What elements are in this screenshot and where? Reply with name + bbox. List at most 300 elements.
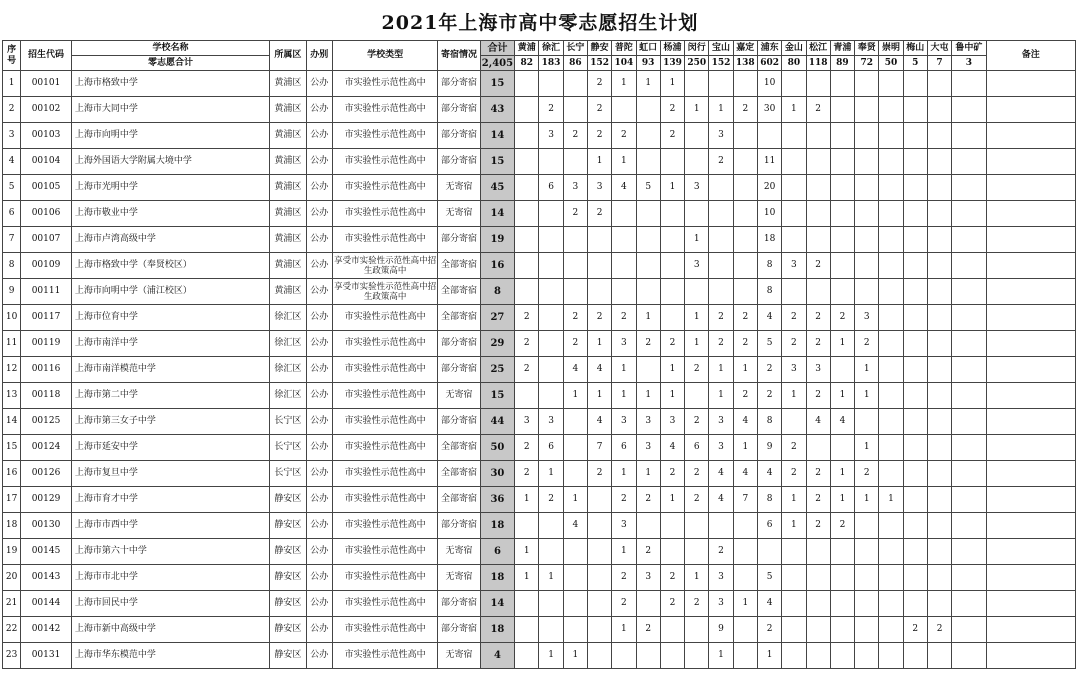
quota-cell: [903, 123, 927, 149]
quota-cell: [830, 227, 854, 253]
quota-cell: 4: [587, 357, 611, 383]
quota-cell: 2: [660, 565, 684, 591]
quota-cell: [636, 201, 660, 227]
total-cell: 19: [480, 227, 514, 253]
quota-cell: [903, 513, 927, 539]
quota-cell: [830, 71, 854, 97]
quota-cell: 3: [612, 409, 636, 435]
quota-cell: 1: [830, 383, 854, 409]
seq-cell: 13: [3, 383, 21, 409]
quota-cell: 2: [660, 97, 684, 123]
quota-cell: [879, 123, 903, 149]
quota-cell: 1: [563, 383, 587, 409]
quota-cell: [733, 253, 757, 279]
remarks-cell: [986, 331, 1075, 357]
code-cell: 00124: [21, 435, 72, 461]
quota-cell: 1: [612, 71, 636, 97]
total-cell: 50: [480, 435, 514, 461]
quota-cell: 4: [733, 409, 757, 435]
table-row: [3, 357, 1076, 383]
district-cell: 徐汇区: [270, 357, 306, 383]
code-cell: 00107: [21, 227, 72, 253]
school-name-cell: 上海市敬业中学: [71, 201, 269, 227]
quota-cell: [660, 279, 684, 305]
quota-cell: 1: [539, 643, 563, 669]
quota-cell: 1: [855, 357, 879, 383]
code-cell: 00101: [21, 71, 72, 97]
seq-cell: 12: [3, 357, 21, 383]
table-row: [3, 227, 1076, 253]
total-cell: 36: [480, 487, 514, 513]
quota-cell: [782, 539, 806, 565]
total-cell: 8: [480, 279, 514, 305]
quota-cell: [952, 565, 986, 591]
quota-cell: [757, 539, 781, 565]
quota-cell: 3: [782, 253, 806, 279]
quota-cell: 30: [757, 97, 781, 123]
quota-cell: 2: [612, 123, 636, 149]
quota-cell: 5: [757, 331, 781, 357]
district-cell: 黄浦区: [270, 201, 306, 227]
school-type-cell: 市实验性示范性高中: [332, 435, 437, 461]
quota-cell: [855, 253, 879, 279]
quota-cell: [830, 279, 854, 305]
table-row: [3, 383, 1076, 409]
code-cell: 00102: [21, 97, 72, 123]
quota-cell: [782, 643, 806, 669]
quota-cell: [927, 383, 951, 409]
code-cell: 00118: [21, 383, 72, 409]
total-cell: 15: [480, 383, 514, 409]
quota-cell: 3: [539, 123, 563, 149]
boarding-cell: 部分寄宿: [438, 97, 481, 123]
quota-cell: 2: [709, 539, 733, 565]
quota-cell: [903, 383, 927, 409]
quota-cell: 3: [636, 565, 660, 591]
district-header: 所属区: [270, 41, 306, 71]
boarding-cell: 全部寄宿: [438, 305, 481, 331]
quota-cell: 1: [782, 383, 806, 409]
quota-cell: [879, 435, 903, 461]
quota-cell: [660, 305, 684, 331]
school-name-cell: 上海市回民中学: [71, 591, 269, 617]
district-total: 86: [563, 56, 587, 71]
quota-cell: [903, 305, 927, 331]
quota-cell: [952, 383, 986, 409]
district-cell: 黄浦区: [270, 279, 306, 305]
quota-cell: [660, 617, 684, 643]
district-col-header: 虹口: [636, 41, 660, 56]
quota-cell: [660, 227, 684, 253]
quota-cell: [879, 175, 903, 201]
quota-cell: [587, 591, 611, 617]
quota-cell: [685, 539, 709, 565]
total-cell: 43: [480, 97, 514, 123]
quota-cell: [563, 253, 587, 279]
quota-cell: [660, 539, 684, 565]
boarding-cell: 全部寄宿: [438, 487, 481, 513]
quota-cell: 2: [757, 357, 781, 383]
ownership-cell: 公办: [306, 591, 332, 617]
quota-cell: [587, 565, 611, 591]
school-type-header: 学校类型: [332, 41, 437, 71]
quota-cell: [563, 461, 587, 487]
quota-cell: 1: [636, 383, 660, 409]
district-cell: 徐汇区: [270, 331, 306, 357]
quota-cell: [855, 617, 879, 643]
quota-cell: 2: [587, 97, 611, 123]
quota-cell: [563, 149, 587, 175]
quota-cell: [515, 149, 539, 175]
remarks-cell: [986, 435, 1075, 461]
school-name-cell: 上海市市西中学: [71, 513, 269, 539]
remarks-cell: [986, 305, 1075, 331]
quota-cell: 3: [709, 435, 733, 461]
quota-cell: 2: [733, 331, 757, 357]
quota-cell: [782, 201, 806, 227]
quota-cell: [952, 435, 986, 461]
district-total: 250: [685, 56, 709, 71]
school-type-cell: 市实验性示范性高中: [332, 487, 437, 513]
quota-cell: [903, 331, 927, 357]
quota-cell: [927, 643, 951, 669]
quota-cell: [709, 175, 733, 201]
school-name-cell: 上海市大同中学: [71, 97, 269, 123]
seq-cell: 21: [3, 591, 21, 617]
ownership-cell: 公办: [306, 331, 332, 357]
school-type-cell: 市实验性示范性高中: [332, 591, 437, 617]
boarding-cell: 全部寄宿: [438, 279, 481, 305]
quota-cell: 2: [515, 461, 539, 487]
quota-cell: 1: [612, 149, 636, 175]
quota-cell: [563, 279, 587, 305]
quota-cell: 2: [855, 331, 879, 357]
district-col-header: 嘉定: [733, 41, 757, 56]
quota-cell: 6: [685, 435, 709, 461]
quota-cell: [660, 253, 684, 279]
quota-cell: [879, 201, 903, 227]
school-name-cell: 上海市第三女子中学: [71, 409, 269, 435]
quota-cell: [587, 253, 611, 279]
quota-cell: [830, 253, 854, 279]
district-cell: 静安区: [270, 539, 306, 565]
code-cell: 00103: [21, 123, 72, 149]
seq-cell: 2: [3, 97, 21, 123]
quota-cell: 1: [660, 357, 684, 383]
district-col-header: 金山: [782, 41, 806, 56]
quota-cell: [782, 227, 806, 253]
quota-cell: [515, 617, 539, 643]
quota-cell: 2: [806, 331, 830, 357]
quota-cell: [806, 149, 830, 175]
ownership-cell: 公办: [306, 149, 332, 175]
code-cell: 00129: [21, 487, 72, 513]
quota-cell: [855, 97, 879, 123]
quota-cell: [855, 227, 879, 253]
quota-cell: [636, 227, 660, 253]
district-total: 152: [709, 56, 733, 71]
quota-cell: [830, 175, 854, 201]
quota-cell: [636, 513, 660, 539]
quota-cell: 3: [515, 409, 539, 435]
quota-cell: [855, 279, 879, 305]
boarding-cell: 部分寄宿: [438, 227, 481, 253]
quota-cell: 6: [612, 435, 636, 461]
quota-cell: 1: [685, 97, 709, 123]
quota-cell: 3: [709, 591, 733, 617]
seq-cell: 7: [3, 227, 21, 253]
quota-cell: 3: [685, 253, 709, 279]
district-cell: 静安区: [270, 513, 306, 539]
quota-cell: [927, 97, 951, 123]
quota-cell: [879, 279, 903, 305]
ownership-cell: 公办: [306, 97, 332, 123]
quota-cell: [927, 409, 951, 435]
quota-cell: [782, 617, 806, 643]
quota-cell: [636, 279, 660, 305]
seq-cell: 9: [3, 279, 21, 305]
table-row: [3, 149, 1076, 175]
quota-cell: 2: [539, 487, 563, 513]
code-cell: 00145: [21, 539, 72, 565]
quota-cell: 2: [587, 201, 611, 227]
boarding-cell: 无寄宿: [438, 201, 481, 227]
school-name-cell: 上海市延安中学: [71, 435, 269, 461]
quota-cell: 9: [757, 435, 781, 461]
quota-cell: [685, 123, 709, 149]
quota-cell: 2: [612, 591, 636, 617]
school-type-cell: 市实验性示范性高中: [332, 331, 437, 357]
district-total: 5: [903, 56, 927, 71]
remarks-header: 备注: [986, 41, 1075, 71]
quota-cell: 2: [660, 123, 684, 149]
table-row: [3, 591, 1076, 617]
quota-cell: 2: [806, 461, 830, 487]
quota-cell: [952, 617, 986, 643]
district-cell: 静安区: [270, 643, 306, 669]
quota-cell: [927, 487, 951, 513]
quota-cell: [927, 123, 951, 149]
quota-cell: 3: [709, 409, 733, 435]
page-title: 2021年上海市高中零志愿招生计划: [381, 12, 699, 34]
quota-cell: [830, 617, 854, 643]
quota-cell: 2: [806, 305, 830, 331]
code-cell: 00143: [21, 565, 72, 591]
school-name-cell: 上海市格致中学（奉贤校区）: [71, 253, 269, 279]
quota-cell: 2: [587, 461, 611, 487]
quota-cell: [685, 71, 709, 97]
district-col-header: 松江: [806, 41, 830, 56]
code-cell: 00142: [21, 617, 72, 643]
quota-cell: [733, 565, 757, 591]
total-cell: 44: [480, 409, 514, 435]
total-cell: 29: [480, 331, 514, 357]
quota-cell: [806, 175, 830, 201]
quota-cell: 1: [855, 487, 879, 513]
quota-cell: [612, 97, 636, 123]
quota-cell: 2: [927, 617, 951, 643]
quota-cell: [806, 565, 830, 591]
quota-cell: [587, 539, 611, 565]
quota-cell: [830, 591, 854, 617]
quota-cell: 2: [733, 305, 757, 331]
ownership-cell: 公办: [306, 435, 332, 461]
total-label: 零志愿合计: [71, 56, 269, 71]
quota-cell: 1: [782, 97, 806, 123]
quota-cell: 4: [563, 357, 587, 383]
quota-cell: [539, 539, 563, 565]
quota-cell: 2: [806, 383, 830, 409]
total-cell: 14: [480, 201, 514, 227]
seq-cell: 20: [3, 565, 21, 591]
code-cell: 00105: [21, 175, 72, 201]
district-total: 139: [660, 56, 684, 71]
quota-cell: 2: [782, 461, 806, 487]
quota-cell: [927, 565, 951, 591]
school-type-cell: 享受市实验性示范性高中招生政策高中: [332, 253, 437, 279]
quota-cell: [685, 201, 709, 227]
quota-cell: [515, 175, 539, 201]
quota-cell: [636, 591, 660, 617]
quota-cell: [952, 591, 986, 617]
quota-cell: [806, 123, 830, 149]
table-row: [3, 617, 1076, 643]
district-total: 82: [515, 56, 539, 71]
quota-cell: [587, 279, 611, 305]
quota-cell: 4: [757, 305, 781, 331]
table-row: [3, 253, 1076, 279]
ownership-cell: 公办: [306, 201, 332, 227]
quota-cell: 2: [660, 591, 684, 617]
quota-cell: 2: [587, 305, 611, 331]
quota-cell: [830, 123, 854, 149]
quota-cell: [879, 383, 903, 409]
seq-cell: 8: [3, 253, 21, 279]
seq-cell: 11: [3, 331, 21, 357]
seq-cell: 19: [3, 539, 21, 565]
table-row: [3, 331, 1076, 357]
ownership-cell: 公办: [306, 383, 332, 409]
school-name-cell: 上海市复旦中学: [71, 461, 269, 487]
district-col-header: 普陀: [612, 41, 636, 56]
school-type-cell: 市实验性示范性高中: [332, 565, 437, 591]
quota-cell: 2: [855, 461, 879, 487]
quota-cell: 3: [660, 409, 684, 435]
school-name-cell: 上海市南洋中学: [71, 331, 269, 357]
boarding-cell: 部分寄宿: [438, 591, 481, 617]
quota-cell: [660, 513, 684, 539]
quota-cell: [782, 71, 806, 97]
quota-cell: [952, 97, 986, 123]
ownership-cell: 公办: [306, 175, 332, 201]
ownership-header: 办别: [306, 41, 332, 71]
quota-cell: 4: [757, 461, 781, 487]
quota-cell: [782, 591, 806, 617]
quota-cell: 4: [733, 461, 757, 487]
quota-cell: [685, 279, 709, 305]
quota-cell: [660, 643, 684, 669]
ownership-cell: 公办: [306, 357, 332, 383]
header-row: [3, 41, 1076, 56]
quota-cell: [903, 409, 927, 435]
quota-cell: 1: [515, 487, 539, 513]
quota-cell: 6: [757, 513, 781, 539]
district-cell: 静安区: [270, 565, 306, 591]
quota-cell: 1: [563, 643, 587, 669]
boarding-cell: 部分寄宿: [438, 71, 481, 97]
quota-cell: [927, 513, 951, 539]
quota-cell: 1: [612, 357, 636, 383]
quota-cell: [903, 591, 927, 617]
quota-cell: 3: [709, 123, 733, 149]
quota-cell: 1: [515, 539, 539, 565]
boarding-cell: 部分寄宿: [438, 409, 481, 435]
quota-cell: 1: [563, 487, 587, 513]
quota-cell: [660, 149, 684, 175]
school-type-cell: 市实验性示范性高中: [332, 461, 437, 487]
district-cell: 长宁区: [270, 461, 306, 487]
quota-cell: [515, 591, 539, 617]
quota-cell: 1: [515, 565, 539, 591]
code-cell: 00125: [21, 409, 72, 435]
quota-cell: 2: [782, 305, 806, 331]
quota-cell: [733, 149, 757, 175]
seq-cell: 4: [3, 149, 21, 175]
quota-cell: [636, 123, 660, 149]
school-type-cell: 市实验性示范性高中: [332, 409, 437, 435]
district-col-header: 浦东: [757, 41, 781, 56]
quota-cell: 2: [539, 97, 563, 123]
quota-cell: [539, 591, 563, 617]
quota-cell: 2: [636, 617, 660, 643]
quota-cell: [539, 305, 563, 331]
quota-cell: [709, 227, 733, 253]
school-name-cell: 上海市新中高级中学: [71, 617, 269, 643]
boarding-cell: 部分寄宿: [438, 123, 481, 149]
table-row: [3, 305, 1076, 331]
remarks-cell: [986, 175, 1075, 201]
quota-cell: [927, 591, 951, 617]
ownership-cell: 公办: [306, 253, 332, 279]
district-total: 118: [806, 56, 830, 71]
quota-cell: [830, 97, 854, 123]
quota-cell: 1: [733, 435, 757, 461]
quota-cell: 2: [806, 513, 830, 539]
quota-cell: 2: [636, 331, 660, 357]
quota-cell: [515, 279, 539, 305]
quota-cell: 2: [830, 513, 854, 539]
table-row: [3, 123, 1076, 149]
quota-cell: [733, 123, 757, 149]
district-col-header: 静安: [587, 41, 611, 56]
quota-cell: [636, 97, 660, 123]
code-cell: 00116: [21, 357, 72, 383]
ownership-cell: 公办: [306, 279, 332, 305]
quota-cell: [563, 435, 587, 461]
district-total: 89: [830, 56, 854, 71]
quota-cell: 4: [806, 409, 830, 435]
quota-cell: [830, 565, 854, 591]
quota-cell: [879, 97, 903, 123]
quota-cell: 6: [539, 175, 563, 201]
quota-cell: 5: [636, 175, 660, 201]
quota-cell: [879, 565, 903, 591]
district-col-header: 宝山: [709, 41, 733, 56]
school-type-cell: 市实验性示范性高中: [332, 227, 437, 253]
school-name-cell: 上海市卢湾高级中学: [71, 227, 269, 253]
remarks-cell: [986, 617, 1075, 643]
quota-cell: [636, 643, 660, 669]
